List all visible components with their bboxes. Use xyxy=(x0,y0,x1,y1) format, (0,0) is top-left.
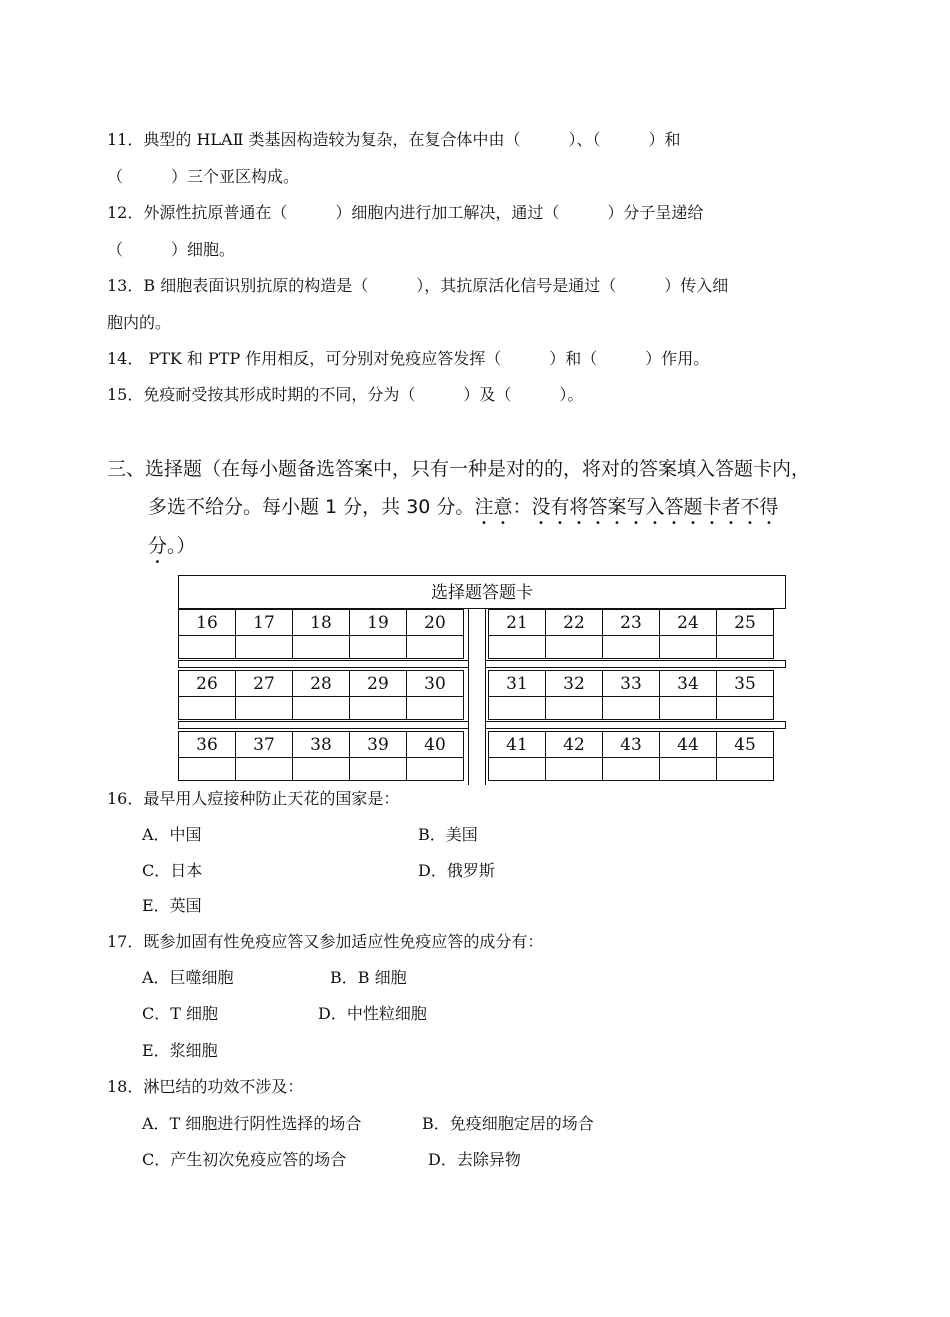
question-14: 14． PTK 和 PTP 作用相反，可分别对免疫应答发挥（ ）和（ ）作用。 xyxy=(107,349,710,368)
question-16-option-c[interactable]: C．日本 xyxy=(142,861,203,880)
answer-cell[interactable] xyxy=(293,758,350,781)
question-number-cell: 25 xyxy=(717,610,774,636)
question-number-cell: 30 xyxy=(407,671,464,697)
question-number-cell: 36 xyxy=(179,732,236,758)
section-3-heading-line-2 xyxy=(148,494,778,529)
question-17-stem: 17．既参加固有性免疫应答又参加适应性免疫应答的成分有： xyxy=(107,932,544,951)
section-3-notice: 注意：没有将答案写入答题卡者不得 xyxy=(474,496,779,518)
answer-cell[interactable] xyxy=(293,636,350,659)
answer-cell[interactable] xyxy=(546,636,603,659)
question-18-option-b[interactable]: B．免疫细胞定居的场合 xyxy=(422,1114,594,1133)
question-number-cell: 17 xyxy=(236,610,293,636)
answer-cell[interactable] xyxy=(350,697,407,720)
question-17-option-a[interactable]: A．巨噬细胞 xyxy=(142,968,234,987)
answer-cell[interactable] xyxy=(660,697,717,720)
question-17-option-d[interactable]: D．中性粒细胞 xyxy=(318,1004,427,1023)
answer-cell[interactable] xyxy=(236,636,293,659)
question-number-cell: 41 xyxy=(489,732,546,758)
card-center-gap xyxy=(468,609,486,785)
answer-cell[interactable] xyxy=(407,697,464,720)
question-number-cell: 16 xyxy=(179,610,236,636)
question-number-cell: 31 xyxy=(489,671,546,697)
question-number-cell: 34 xyxy=(660,671,717,697)
answer-cell[interactable] xyxy=(350,758,407,781)
question-16-option-a[interactable]: A．中国 xyxy=(142,825,202,844)
answer-cell[interactable] xyxy=(489,697,546,720)
question-number-cell: 40 xyxy=(407,732,464,758)
answer-cell[interactable] xyxy=(407,758,464,781)
question-number-cell: 45 xyxy=(717,732,774,758)
section-3-heading-line-3 xyxy=(148,533,196,568)
answer-block-right-2 xyxy=(488,670,774,720)
question-16-option-e[interactable]: E．英国 xyxy=(142,896,202,915)
answer-cell[interactable] xyxy=(660,636,717,659)
answer-cell[interactable] xyxy=(603,636,660,659)
question-13-line-2: 胞内的。 xyxy=(107,313,172,332)
section-3-heading-line-1: 三、选择题（在每小题备选答案中，只有一种是对的的，将对的答案填入答题卡内， xyxy=(107,458,811,480)
question-number-cell: 43 xyxy=(603,732,660,758)
question-17-option-c[interactable]: C．T 细胞 xyxy=(142,1004,219,1023)
answer-cell[interactable] xyxy=(603,697,660,720)
question-number-cell: 38 xyxy=(293,732,350,758)
question-number-cell: 26 xyxy=(179,671,236,697)
question-12-line-2: （ ）细胞。 xyxy=(107,240,236,259)
question-number-cell: 37 xyxy=(236,732,293,758)
question-16-option-d[interactable]: D．俄罗斯 xyxy=(418,861,495,880)
answer-cell[interactable] xyxy=(717,758,774,781)
question-11-line-1: 11．典型的 HLAⅡ 类基因构造较为复杂，在复合体中由（ ）、（ ）和 xyxy=(107,130,681,149)
answer-cell[interactable] xyxy=(179,636,236,659)
question-number-cell: 28 xyxy=(293,671,350,697)
question-number-cell: 39 xyxy=(350,732,407,758)
answer-block-right-3 xyxy=(488,731,774,781)
question-17-option-e[interactable]: E．浆细胞 xyxy=(142,1041,218,1060)
question-11-line-2: （ ）三个亚区构成。 xyxy=(107,167,300,186)
answer-cell[interactable] xyxy=(660,758,717,781)
answer-card-title: 选择题答题卡 xyxy=(178,575,786,609)
question-17-option-b[interactable]: B．B 细胞 xyxy=(330,968,407,987)
question-number-cell: 23 xyxy=(603,610,660,636)
question-number-cell: 27 xyxy=(236,671,293,697)
question-18-option-c[interactable]: C．产生初次免疫应答的场合 xyxy=(142,1150,347,1169)
question-number-cell: 18 xyxy=(293,610,350,636)
answer-cell[interactable] xyxy=(236,758,293,781)
question-16-stem: 16．最早用人痘接种防止天花的国家是： xyxy=(107,789,400,808)
answer-cell[interactable] xyxy=(489,758,546,781)
question-16-option-b[interactable]: B．美国 xyxy=(418,825,478,844)
answer-cell[interactable] xyxy=(489,636,546,659)
question-number-cell: 24 xyxy=(660,610,717,636)
question-number-cell: 35 xyxy=(717,671,774,697)
question-number-cell: 32 xyxy=(546,671,603,697)
question-number-cell: 20 xyxy=(407,610,464,636)
answer-cell[interactable] xyxy=(717,697,774,720)
answer-cell[interactable] xyxy=(350,636,407,659)
answer-cell[interactable] xyxy=(236,697,293,720)
question-number-cell: 21 xyxy=(489,610,546,636)
question-15: 15．免疫耐受按其形成时期的不同，分为（ ）及（ ）。 xyxy=(107,385,584,404)
question-number-cell: 42 xyxy=(546,732,603,758)
answer-cell[interactable] xyxy=(603,758,660,781)
answer-cell[interactable] xyxy=(293,697,350,720)
question-18-option-d[interactable]: D．去除异物 xyxy=(428,1150,521,1169)
answer-cell[interactable] xyxy=(717,636,774,659)
question-number-cell: 33 xyxy=(603,671,660,697)
answer-block-left-3 xyxy=(178,731,464,781)
answer-block-left-2 xyxy=(178,670,464,720)
section-3-notice-end: 分。） xyxy=(148,535,196,557)
question-13-line-1: 13．B 细胞表面识别抗原的构造是（ ），其抗原活化信号是通过（ ）传入细 xyxy=(107,276,729,295)
answer-cell[interactable] xyxy=(546,697,603,720)
question-number-cell: 29 xyxy=(350,671,407,697)
question-12-line-1: 12．外源性抗原普通在（ ）细胞内进行加工解决，通过（ ）分子呈递给 xyxy=(107,203,704,222)
answer-block-left-1 xyxy=(178,609,464,659)
answer-card xyxy=(178,575,788,785)
question-18-stem: 18．淋巴结的功效不涉及： xyxy=(107,1077,304,1096)
question-number-cell: 19 xyxy=(350,610,407,636)
answer-cell[interactable] xyxy=(179,697,236,720)
question-number-cell: 22 xyxy=(546,610,603,636)
question-18-option-a[interactable]: A．T 细胞进行阴性选择的场合 xyxy=(142,1114,362,1133)
answer-cell[interactable] xyxy=(179,758,236,781)
question-number-cell: 44 xyxy=(660,732,717,758)
answer-block-right-1 xyxy=(488,609,774,659)
answer-cell[interactable] xyxy=(407,636,464,659)
section-3-instructions: 多选不给分。每小题 1 分，共 30 分。 xyxy=(148,496,475,518)
answer-cell[interactable] xyxy=(546,758,603,781)
